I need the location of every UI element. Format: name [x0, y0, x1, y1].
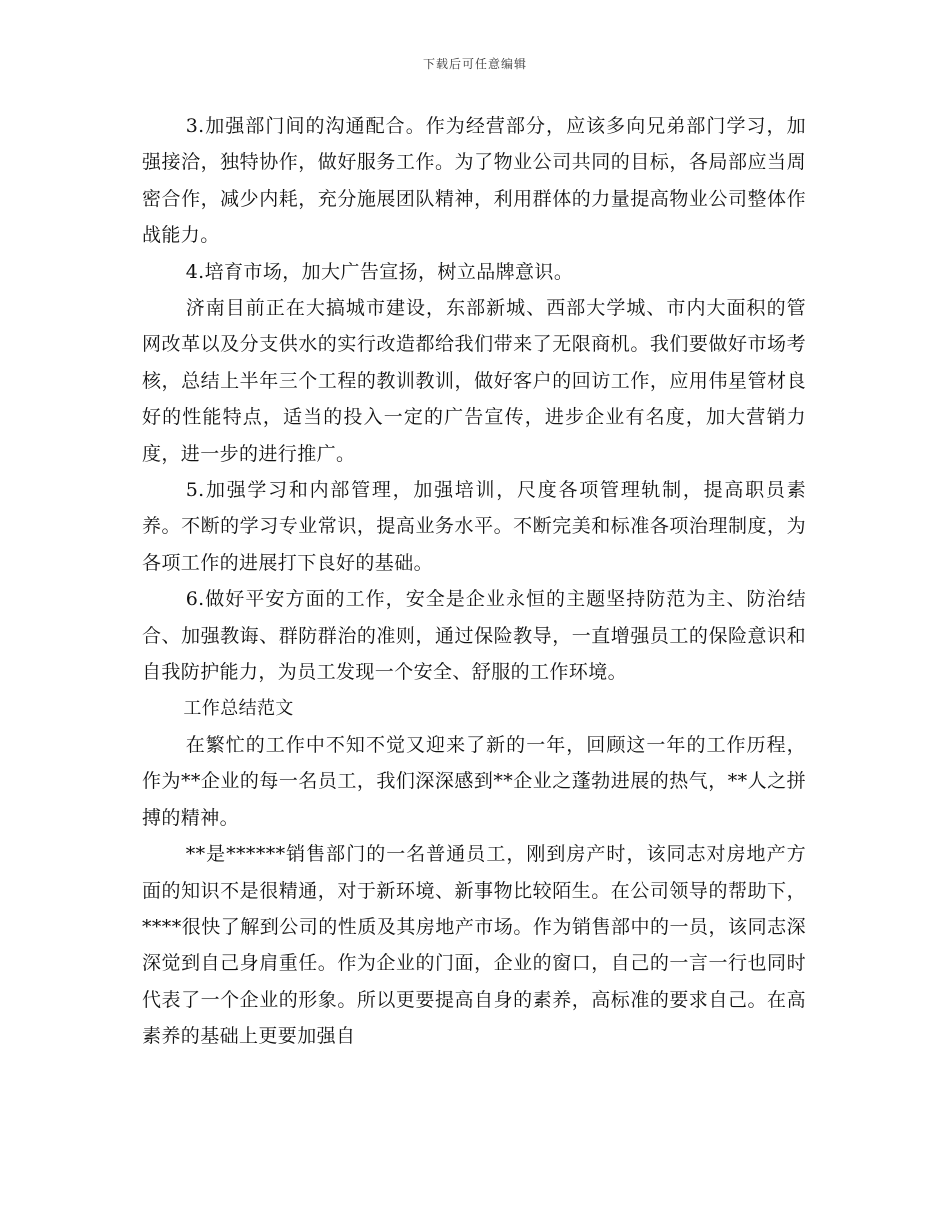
paragraph-item-4: 4.培育市场，加大广告宣扬，树立品牌意识。: [185, 260, 574, 283]
paragraph-item-6: 6.做好平安方面的工作，安全是企业永恒的主题坚持防范为主、防治结合、加强教诲、群防群治的准则，通过保险教导，一直增强员工的保险意识和自我防护能力，为员工发现一个安全、舒服的工作环境。: [142, 588, 806, 684]
document-body: [142, 108, 806, 1055]
section-title: 工作总结范文: [183, 697, 294, 719]
paragraph-market: 济南目前正在大搞城市建设，东部新城、西部大学城、市内大面积的管网改革以及分支供水的实行改造都给我们带来了无限商机。我们要做好市场考核，总结上半年三个工程的教训教训，做好客户的回访工作，应用伟星管材良好的性能特点，适当的投入一定的广告宣传，进步企业有名度，加大营销力度，进一步的进行推广。: [142, 297, 806, 465]
paragraph-employee: **是******销售部门的一名普通员工，刚到房产时，该同志对房地产方面的知识不是很精通，对于新环境、新事物比较陌生。在公司领导的帮助下，****很快了解到公司的性质及其房地产市场。作为销售部中的一员，该同志深深觉到自己身肩重任。作为企业的门面，企业的窗口，自己的一言一行也同时代表了一个企业的形象。所以更要提高自身的素养，高标准的要求自己。在高素养的基础上更要加强自: [142, 843, 806, 1048]
paragraph-item-5: 5.加强学习和内部管理，加强培训，尺度各项管理轨制，提高职员素养。不断的学习专业常识，提高业务水平。不断完美和标准各项治理制度，为各项工作的进展打下良好的基础。: [142, 479, 806, 574]
paragraph-item-3: 3.加强部门间的沟通配合。作为经营部分，应该多向兄弟部门学习，加强接洽，独特协作，做好服务工作。为了物业公司共同的目标，各局部应当周密合作，减少内耗，充分施展团队精神，利用群体的力量提高物业公司整体作战能力。: [142, 115, 806, 247]
paragraph-intro: 在繁忙的工作中不知不觉又迎来了新的一年，回顾这一年的工作历程，作为**企业的每一名员工，我们深深感到**企业之蓬勃进展的热气，**人之拼搏的精神。: [142, 733, 806, 829]
page-header: 下载后可任意编辑: [422, 57, 527, 71]
